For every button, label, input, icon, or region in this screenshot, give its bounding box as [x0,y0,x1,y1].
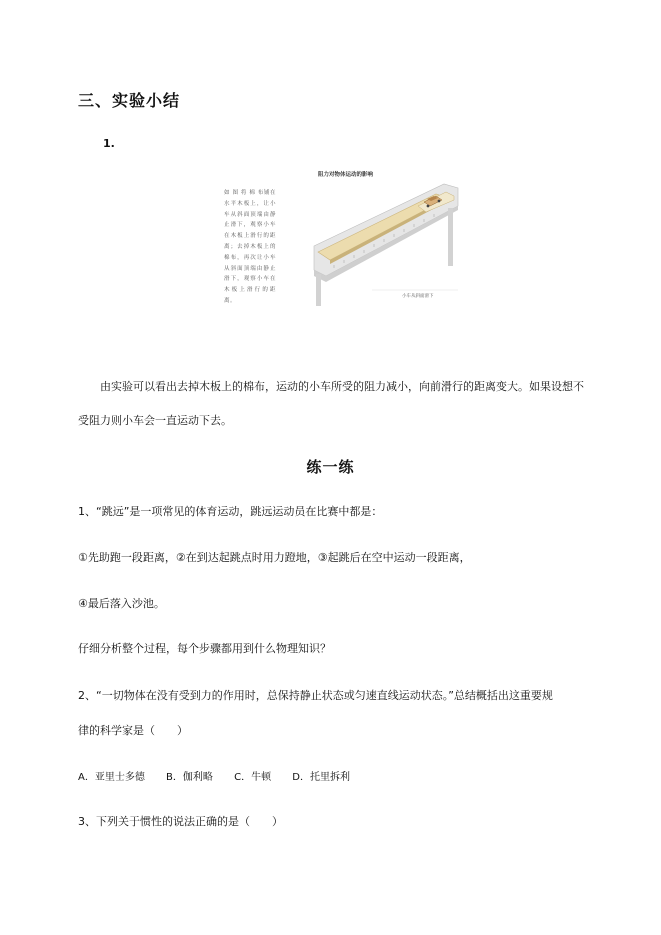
figure-caption: 阻力对物体运动的影响 [318,172,374,178]
car-label: 小车从斜面滑下 [402,294,434,299]
option-c: C．牛顿 [234,772,272,783]
question-1-prompt: 仔细分析整个过程，每个步骤都用到什么物理知识？ [78,642,331,655]
question-1-last-step: ④最后落入沙池。 [78,597,165,610]
question-3-stem: 3、下列关于惯性的说法正确的是（ ） [78,815,283,828]
question-2-options [78,768,368,783]
item-number: 1. [103,137,115,150]
option-d: D．托里拆利 [292,772,350,783]
option-a: A．亚里士多德 [78,772,145,783]
figure-description: 如 图 将 棉 布铺在水平木板上，让小车从斜面顶端由静止滑下，观察小车在木板上滑行的距离；去掉木板上的棉布，再次让小车从斜面顶端由静止滑下，观察小车在木板上滑行的距离。 [224,190,276,304]
question-1-steps: ①先助跑一段距离，②在到达起跳点时用力蹬地，③起跳后在空中运动一段距离， [78,551,471,564]
section-title: 三、实验小结 [78,91,181,110]
option-b: B．伽利略 [166,772,213,783]
question-2-stem-line1: 2、“一切物体在没有受到力的作用时，总保持静止状态或匀速直线运动状态。”总结概括出这重要规 [78,689,553,702]
conclusion-paragraph: 由实验可以看出去掉木板上的棉布，运动的小车所受的阻力减小，向前滑行的距离变大。如果设想不受阻力则小车会一直运动下去。 [78,380,584,427]
practice-title: 练一练 [306,458,355,476]
question-2-stem-line2: 律的科学家是（ ） [78,724,188,737]
question-1-stem: 1、“跳远”是一项常见的体育运动，跳远运动员在比赛中都是： [78,505,383,518]
